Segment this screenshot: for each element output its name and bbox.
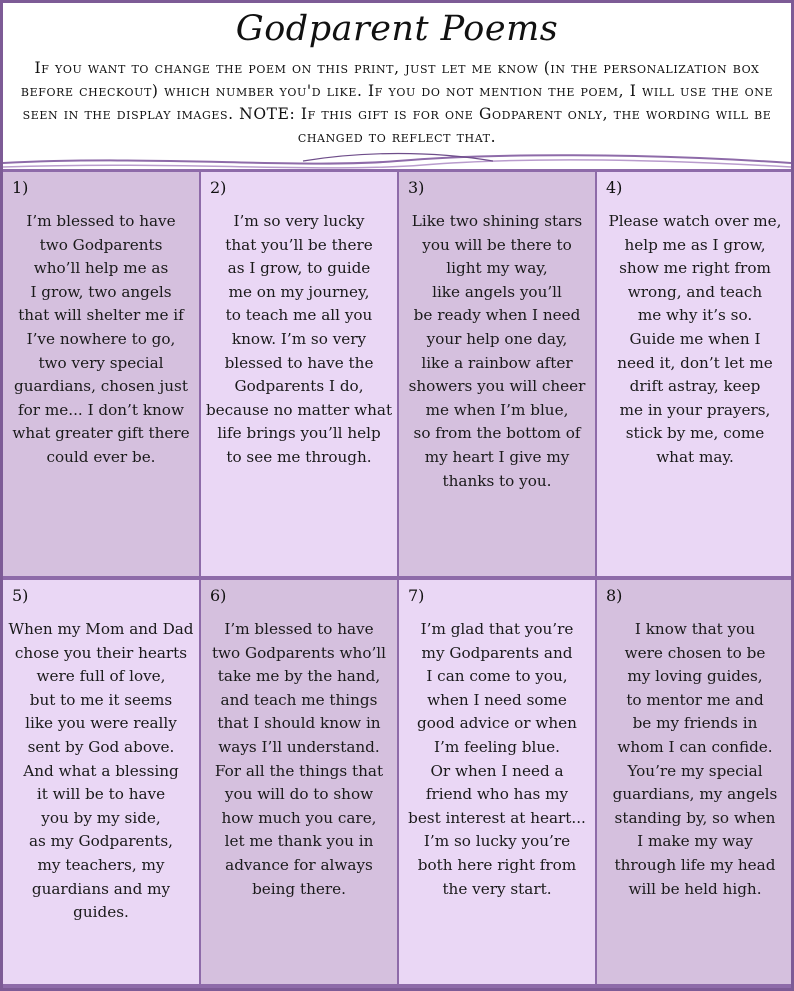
poem-number: 4) [606,178,623,197]
decorative-swirl [3,151,791,171]
poem-number: 8) [606,586,623,605]
poem-card-1 [3,172,199,576]
poem-text: I’m glad that you’re my Godparents and I can come to you, when I need some good advice or when I’m feeling blue. Or when I need a friend who has my best interest at heart... I’m so lucky you’re both here right from the very start. [408,620,586,898]
poem-number: 6) [210,586,227,605]
poem-text: Please watch over me, help me as I grow, show me right from wrong, and teach me why it’s so. Guide me when I need it, don’t let me drift astray, keep me in your prayers, stick by me, come what may. [608,212,782,466]
poem-text: I know that you were chosen to be my loving guides, to mentor me and be my friends in whom I can confide. You’re my special guardians, my angels standing by, so when I make my way through life my head will be held high. [612,620,778,898]
poem-number: 5) [12,586,29,605]
poem-text: When my Mom and Dad chose you their hearts were full of love, but to me it seems like you were really sent by God above. And what a blessing it will be to have you by my side, as my Godparents, my teachers, my guardians and my guides. [8,620,194,922]
poem-card-4 [597,172,791,576]
poem-text: Like two shining stars you will be there to light my way, like angels you’ll be ready when I need your help one day, like a rainbow after showers you will cheer me when I’m blue, so from the bottom of my heart I give my thanks to you. [408,212,586,490]
poem-card-5 [3,580,199,984]
poem-text: I’m blessed to have two Godparents who’ll help me as I grow, two angels that will shelter me if I’ve nowhere to go, two very special guardians, chosen just for me... I don’t know what greater gift there could ever be. [12,212,190,466]
poem-text: I’m blessed to have two Godparents who’ll take me by the hand, and teach me things that I should know in ways I’ll understand. For all the things that you will do to show how much you care, let me thank you in advance for always being there. [211,620,387,898]
poem-text: I’m so very lucky that you’ll be there as I grow, to guide me on my journey, to teach me all you know. I’m so very blessed to have the Godparents I do, because no matter what life brings you’ll help to see me through. [205,212,393,466]
intro-text: If you want to change the poem on this print, just let me know (in the personalization box before checkout) which number you'd like. If you do not mention the poem, I will use the one seen in the display images. NOTE: If this gift is for one Godparent only, the wording will be changed to reflect that. [20,59,774,146]
poem-number: 3) [408,178,425,197]
poem-card-6 [201,580,397,984]
poem-grid [3,172,791,988]
poem-number: 7) [408,586,425,605]
poem-card-8 [597,580,791,984]
poem-card-3 [399,172,595,576]
page-title: Godparent Poems [235,9,559,49]
poem-card-2 [201,172,397,576]
poem-number: 1) [12,178,29,197]
poem-number: 2) [210,178,227,197]
poem-card-7 [399,580,595,984]
header [3,3,791,169]
